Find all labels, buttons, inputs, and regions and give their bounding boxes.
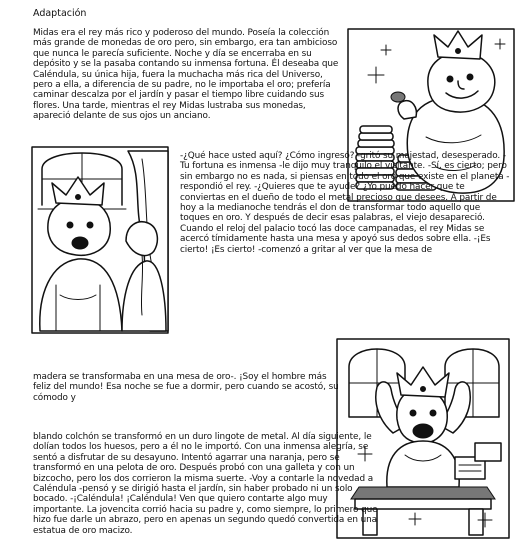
story-paragraph-1: Midas era el rey más rico y poderoso del mundo. Poseía la colección más grande de monedas de oro pero, sin embargo, era tan ambicioso que nunca le parecía suficiente. Noche y día se encerraba en su depósito y se la pasaba contando su inmensa fortuna. Él deseaba que Caléndula, su única hija, fuera la muchacha más rica del Universo, pero a ella, a diferencia de su padre, no le importaba el oro; prefería caminar descalza por el jardín y pasar el tiempo libre cuidando sus flores. Una tarde, mientras el rey Midas lustraba sus monedas, apareció delante de sus ojos un anciano.: [33, 28, 339, 122]
story-paragraph-4: blando colchón se transformó en un duro lingote de metal. Al día siguiente, le dolían todos los huesos, pero a él no le importó. Con una inmensa alegría, se sentó a disfrutar de su desayuno. Intentó agarrar una naranja, pero se transformó en una pelota de oro. Después probó con una galleta y con un bizcocho, pero los dos corrieron la misma suerte. -Voy a contarle la novedad a Caléndula -pensó y se dirigió hasta el jardín, sin haber probado ni un solo bocado. -¡Caléndula! ¡Caléndula! Ven que quiero contarte algo muy importante. La jovencita corrió hacia su padre y, como siempre, lo primero que hizo fue darle un abrazo, pero en apenas un segundo quedó convertida en una estatua de oro macizo.: [33, 432, 378, 536]
story-paragraph-3: madera se transformaba en una mesa de oro-. ¡Soy el hombre más feliz del mundo! Esa noche se fue a dormir, pero cuando se acostó, su cómodo y: [33, 372, 339, 403]
page-heading: Adaptación: [33, 8, 87, 19]
king-and-visitor-illustration: [30, 145, 170, 335]
story-paragraph-2: -¿Qué hace usted aquí? ¿Cómo ingresó? -gritó su majestad, desesperado. -Tu fortuna es inmensa -le dijo muy tranquilo el visitante. -Sí, es cierto; pero sin embargo no es nada, si piensas en todo el oro que existe en el planeta -respondió el rey. -¿Quieres que te ayude? ¿Yo puedo hacer que te conviertas en el dueño de todo el metal precioso que desees. A partir de hoy a la medianoche tendrás el don de transformar todo aquello que toques en oro. Y después de decir esas palabras, el viejo desapareció. Cuando el reloj del palacio tocó las doce campanadas, el rey Midas se acercó tímidamente hasta una mesa y apoyó sus dedos sobre ella. -¡Es cierto! ¡Es cierto! -comenzó a gritar al ver que la mesa de: [180, 151, 510, 255]
